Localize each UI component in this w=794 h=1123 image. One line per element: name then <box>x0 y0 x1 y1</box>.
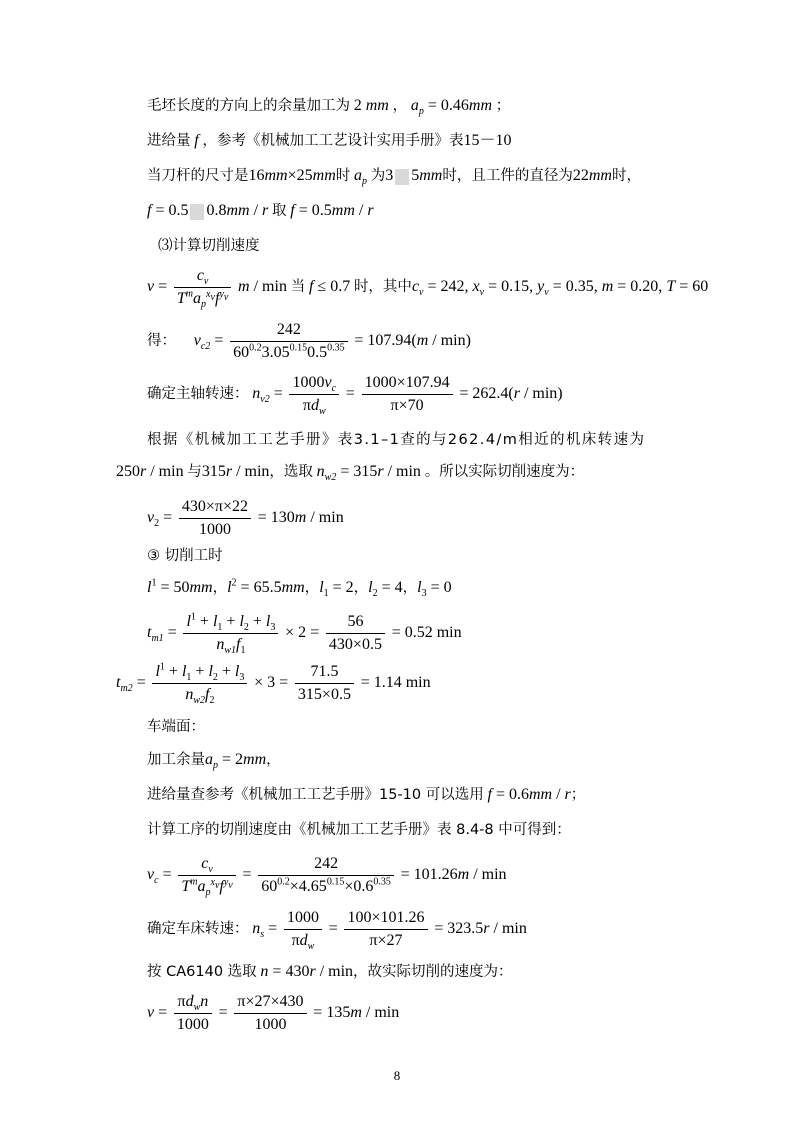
text-line-ca6140: 按 CA6140 选取 n = 430r / min，故实际切削的速度为： <box>147 963 513 980</box>
section-heading-facing: 车端面： <box>147 719 205 735</box>
formula-v2: $v_2$ = $\frac{430\times\pi\times 22}{1000}$ = 130m / min <box>147 498 344 538</box>
formula-vc2: 得： $v_{c2}$ = $\frac{242}{60^{0.2}3.05^{0.15}0.5^{0.35}}$ = 107.94(m / min) <box>147 321 471 361</box>
formula-lengths: $l^1 = 50mm$，$l^2 = 65.5mm$，$l_1 = 2$，$l_2 = 4$，$l_3 = 0$ <box>147 577 452 600</box>
section-heading-cutting-time: ③ 切削工时 <box>147 548 223 564</box>
formula-spindle-speed: 确定主轴转速： $n_{v2}$ = $\frac{1000v_c}{\pi d_w}$ = $\frac{1000\times 107.94}{\pi\times 70}$ = 262.4(r / min) <box>147 374 563 418</box>
formula-lathe-speed: 确定车床转速： $n_s$ = $\frac{1000}{\pi d_w}$ = $\frac{100\times 101.26}{\pi\times 27}$ = 323.5r / min <box>147 909 527 953</box>
text-line-feed-selection: 进给量查参考《机械加工工艺手册》15-10 可以选用 f = 0.6mm / r； <box>147 786 586 803</box>
text-line-machining-allowance: 加工余量$a_p = 2mm$， <box>147 751 281 772</box>
formula-vc-facing: $v_c$ = $\frac{c_v}{T^ma_p^{x_v}f^{y_v}}$ = $\frac{242}{60^{0.2}\times 4.65^{0.15}\times 0.6^{0.35}}$ = 101.26m / min <box>147 855 507 899</box>
text-line-toolbar-size: 当刀杆的尺寸是16mm×25mm时 $a_p$ 为3 5mm时，且工件的直径为22mm时， <box>147 167 641 188</box>
page-number: 8 <box>393 1068 401 1083</box>
gray-block <box>190 204 204 220</box>
text-line-allowance: 毛坯长度的方向上的余量加工为 2 mm ， $a_p = 0.46mm$ ； <box>147 97 511 118</box>
text-line-machine-speed: 根据《机械加工工艺手册》表3.1–1查的与262.4/m相近的机床转速为 <box>147 432 646 448</box>
formula-actual-speed: v = $\frac{\pi d_wn}{1000}$ = $\frac{\pi\times 27\times 430}{1000}$ = 135m / min <box>147 993 400 1033</box>
text-line-speed-source: 计算工序的切削速度由《机械加工工艺手册》表 8.4-8 中可得到： <box>147 822 571 838</box>
text-line-feed-choice: f = 0.5 0.8mm / r 取 f = 0.5mm / r <box>147 202 374 219</box>
section-heading-cutting-speed: ⑶计算切削速度 <box>158 238 260 254</box>
text-line-feed: 进给量 f ，参考《机械加工工艺设计实用手册》表15－10 <box>147 132 512 149</box>
formula-cutting-speed: v = $\frac{c_v}{T^ma_p^{x_v}f^{y_v}}$ m / min 当 f ≤ 0.7 时，其中$c_v = 242$, $x_v = 0.15$, $y_v = 0.35$, m = 0.20, T = 60 <box>147 267 709 311</box>
gray-block <box>395 169 409 185</box>
formula-tm1: $t_{m1}$ = $\frac{l^1 + l_1 + l_2 + l_3}{n_{w1}f_1}$ × 2 = $\frac{56}{430\times 0.5}$ = 0.52 min <box>147 611 462 657</box>
text-line-speed-choice: 250r / min 与315r / min，选取 $n_{w2} = 315r / \min$ 。所以实际切削速度为： <box>116 463 585 484</box>
formula-tm2: $t_{m2}$ = $\frac{l^1 + l_1 + l_2 + l_3}{n_{w2}f_2}$ × 3 = $\frac{71.5}{315\times 0.5}$ = 1.14 min <box>116 661 431 707</box>
